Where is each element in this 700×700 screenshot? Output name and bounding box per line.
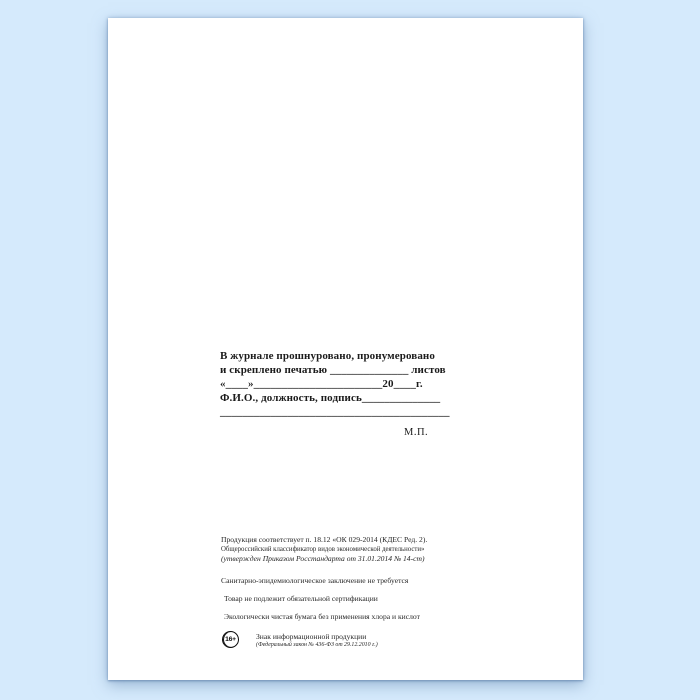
binding-line-1: В журнале прошнуровано, пронумеровано: [220, 350, 435, 362]
binding-line-5-blank: _________________________________________: [220, 406, 450, 418]
compliance-line-3: (утвержден Приказом Росстандарта от 31.01.2014 № 14-ст): [221, 554, 425, 563]
binding-line-4-signature: Ф.И.О., должность, подпись______________: [220, 392, 441, 404]
age-mark-label: Знак информационной продукции: [256, 632, 367, 641]
note-certification: Товар не подлежит обязательной сертификации: [224, 594, 378, 603]
note-sanitary: Санитарно-эпидемиологическое заключение не требуется: [221, 576, 409, 585]
compliance-line-2: Общероссийский классификатор видов экономической деятельности»: [221, 545, 425, 553]
binding-certification-block: [220, 349, 450, 419]
binding-line-3-date: «____»_______________________20____г.: [220, 378, 423, 390]
note-eco-paper: Экологически чистая бумага без применения хлора и кислот: [224, 612, 420, 621]
age-mark-law-reference: (Федеральный закон № 436-ФЗ от 29.12.2010 г.): [256, 642, 378, 648]
age-rating-16plus-icon: 16+: [222, 631, 239, 648]
product-compliance-block: [221, 535, 427, 564]
seal-place-abbreviation: М.П.: [404, 427, 429, 438]
binding-line-2: и скреплено печатью ______________ листов: [220, 364, 446, 376]
age-mark-text: [256, 632, 378, 649]
compliance-line-1: Продукция соответствует п. 18.12 «ОК 029-2014 (КДЕС Ред. 2).: [221, 535, 428, 544]
journal-back-page: [108, 18, 583, 680]
